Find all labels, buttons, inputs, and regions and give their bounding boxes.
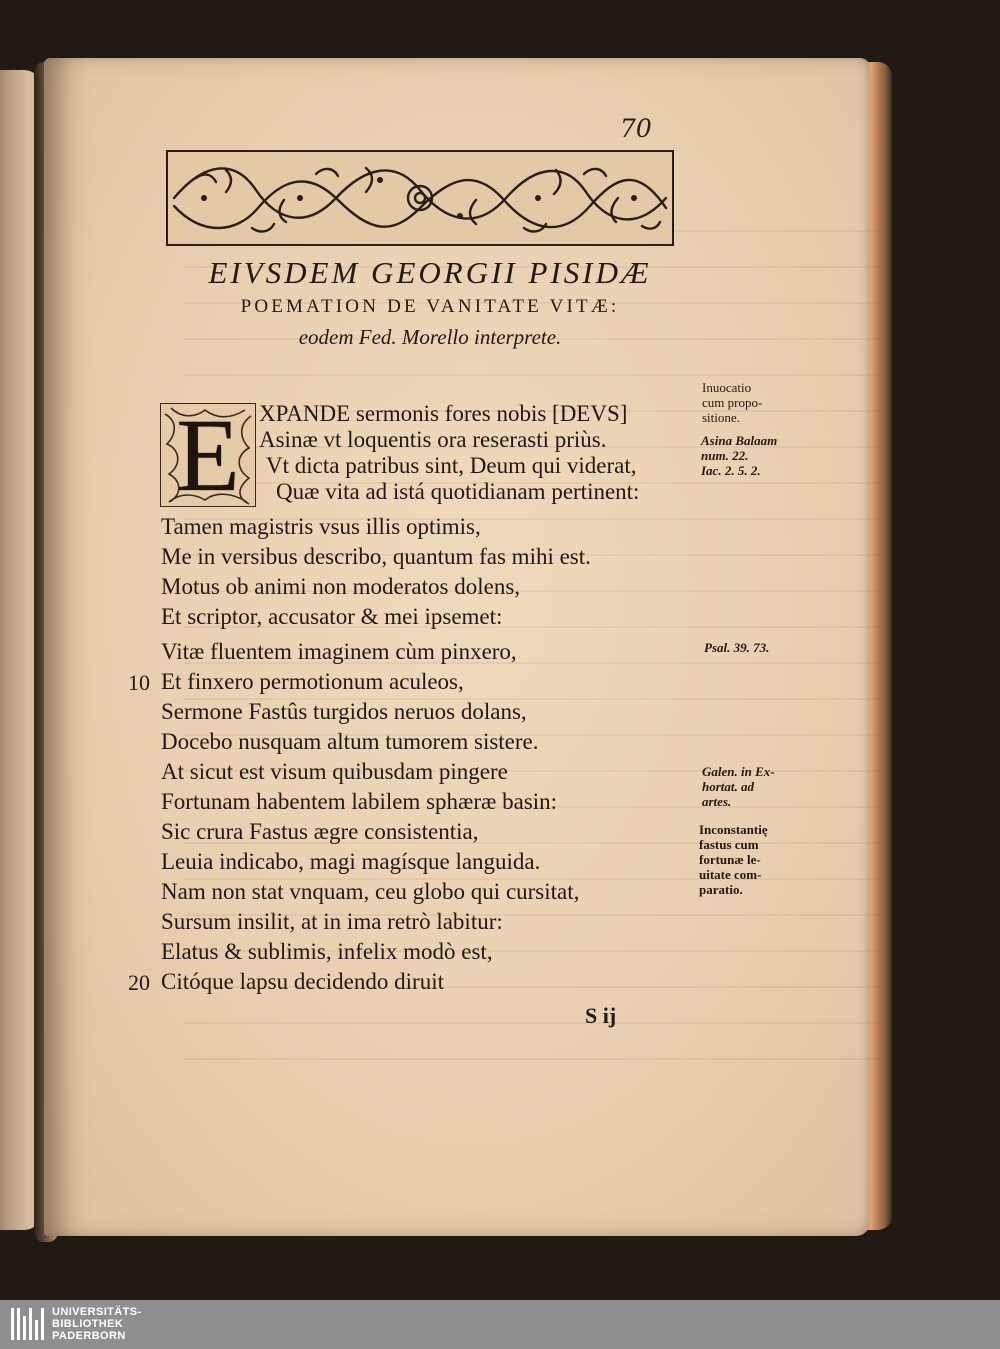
library-logo-icon (11, 1308, 45, 1340)
verse-line: Nam non stat vnquam, ceu globo qui cursitat, (161, 879, 580, 904)
verse-line: Motus ob animi non moderatos dolens, (161, 574, 521, 599)
margin-note: Asina Balaam num. 22. Iac. 2. 5. 2. (701, 433, 778, 478)
verse-line: Me in versibus describo, quantum fas mihi est. (161, 544, 591, 569)
verse-line: Sic crura Fastus ægre consistentia, (161, 819, 479, 844)
verse-line: Fortunam habentem labilem sphæræ basin: (161, 789, 558, 814)
verse-line: Leuia indicabo, magi magísque languida. (161, 849, 541, 874)
line-number: 20 (128, 970, 150, 995)
line-number: 10 (128, 670, 150, 695)
verse-line: XPANDE sermonis fores nobis [DEVS] (259, 401, 628, 426)
verse-line: Sermone Fastûs turgidos neruos dolans, (161, 699, 527, 724)
verse-line: Sursum insilit, at in ima retrò labitur: (161, 909, 503, 934)
margin-note: Galen. in Ex- hortat. ad artes. (702, 764, 775, 809)
margin-note: Psal. 39. 73. (704, 640, 770, 655)
verse-line: Vt dicta patribus sint, Deum qui viderat, (266, 453, 637, 478)
library-footer (0, 1300, 1000, 1349)
signature-mark: S ij (585, 1003, 617, 1028)
ornamental-headpiece (166, 150, 674, 246)
verse-line: Tamen magistris vsus illis optimis, (161, 514, 481, 539)
verse-line: Vitæ fluentem imaginem cùm pinxero, (161, 639, 517, 664)
verse-line: Et scriptor, accusator & mei ipsemet: (161, 604, 503, 629)
verse-line: Asinæ vt loquentis ora reserasti priùs. (259, 427, 607, 452)
page-number: 70 (620, 114, 652, 143)
verse-line: Et finxero permotionum aculeos, (161, 669, 464, 694)
poem-subtitle: POEMATION DE VANITATE VITÆ: (240, 296, 620, 317)
verse-line: Docebo nusquam altum tumorem sistere. (161, 729, 539, 754)
verse-line: Citóque lapsu decidendo diruit (161, 969, 444, 994)
library-name-line1: UNIVERSITÄTS- (52, 1306, 142, 1318)
decorated-initial (160, 398, 256, 513)
library-name-line2: BIBLIOTHEK (52, 1318, 124, 1330)
library-name (52, 1306, 142, 1342)
library-name-line3: PADERBORN (52, 1330, 126, 1342)
translator-credit: eodem Fed. Morello interprete. (298, 325, 562, 349)
margin-note: Inuocatio cum propo- sitione. (702, 380, 763, 425)
verse-line: Quæ vita ad istá quotidianam pertinent: (276, 479, 640, 504)
verse-line: At sicut est visum quibusdam pingere (161, 759, 508, 784)
initial-letter: E (176, 398, 240, 513)
poem-title: EIVSDEM GEORGII PISIDÆ (208, 255, 652, 290)
margin-note: Inconstantię fastus cum fortunæ le- uitate com- paratio. (699, 822, 768, 897)
verse-line: Elatus & sublimis, infelix modò est, (161, 939, 493, 964)
